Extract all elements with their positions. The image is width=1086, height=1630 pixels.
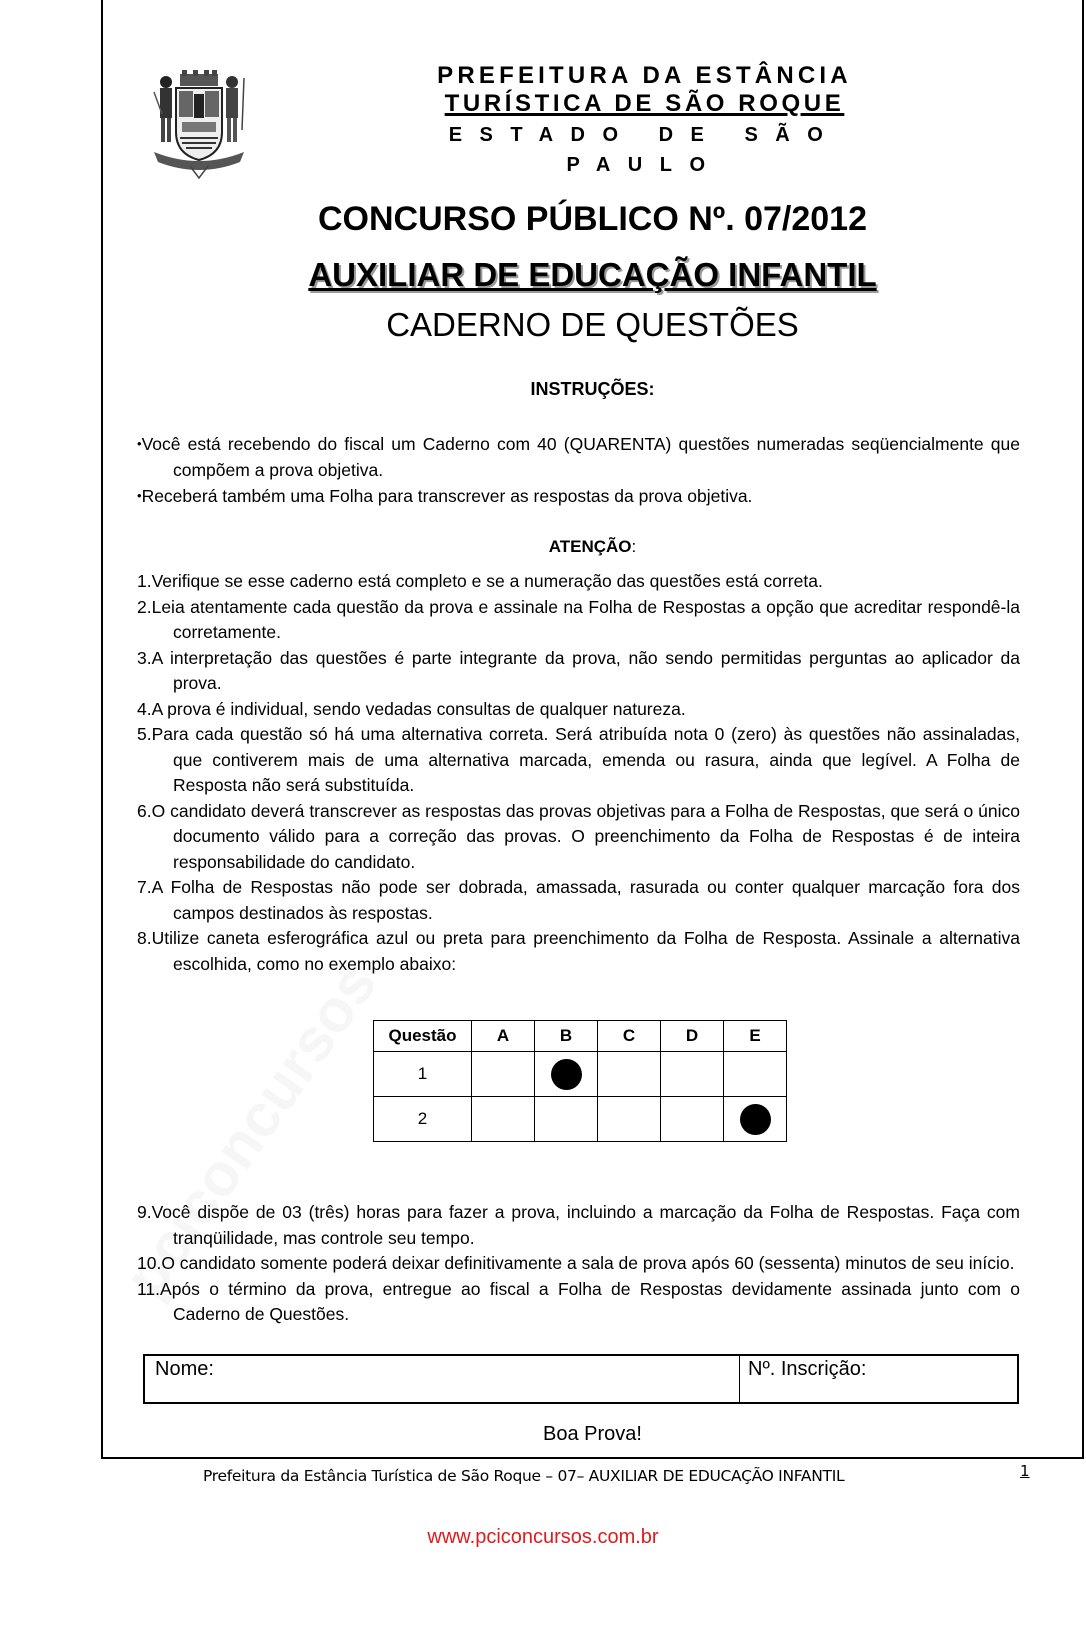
header-cell-d: D bbox=[661, 1021, 724, 1052]
attention-heading-label: ATENÇÃO bbox=[548, 537, 632, 556]
option-cell bbox=[661, 1052, 724, 1097]
institution-name-line1: PREFEITURA DA ESTÂNCIA bbox=[437, 62, 852, 89]
option-cell bbox=[724, 1052, 787, 1097]
question-number: 1 bbox=[374, 1052, 472, 1097]
candidate-id-box bbox=[143, 1354, 1019, 1404]
instruction-text: Você está recebendo do fiscal um Caderno com 40 (QUARENTA) questões numeradas seqüencialmente que compõem a prova objetiva. bbox=[141, 434, 1020, 480]
attention-item: 5.Para cada questão só há uma alternativa correta. Será atribuída nota 0 (zero) às questões não assinaladas, que contiverem mais de uma alternativa marcada, emenda ou rasura, ainda que legível. A Folha de Resposta não será substituída. bbox=[137, 724, 1020, 795]
table-row bbox=[374, 1097, 787, 1142]
position-title: AUXILIAR DE EDUCAÇÃO INFANTIL bbox=[308, 256, 877, 293]
instructions-heading-label: INSTRUÇÕES bbox=[530, 379, 649, 399]
attention-item: 6.O candidato deverá transcrever as respostas das provas objetivas para a Folha de Respostas, que será o único documento válido para a correção das provas. O preenchimento da Folha de Respostas é de inteira responsabilidade do candidato. bbox=[137, 800, 1020, 872]
answer-example-table bbox=[373, 1020, 787, 1142]
option-cell bbox=[598, 1097, 661, 1142]
source-url-link[interactable]: www.pciconcursos.com.br bbox=[427, 1526, 659, 1548]
attention-item: 7.A Folha de Respostas não pode ser dobrada, amassada, rasurada ou conter qualquer marcação fora dos campos destinados às respostas. bbox=[137, 877, 1020, 923]
filled-answer-mark-icon bbox=[551, 1059, 582, 1090]
header-cell-b: B bbox=[535, 1021, 598, 1052]
attention-heading bbox=[101, 537, 1084, 557]
header-cell-e: E bbox=[724, 1021, 787, 1052]
heading-colon: : bbox=[631, 537, 637, 556]
option-cell bbox=[661, 1097, 724, 1142]
name-label: Nome: bbox=[155, 1358, 214, 1380]
attention-list-a bbox=[137, 569, 1020, 977]
instructions-heading bbox=[101, 379, 1084, 400]
attention-item: 9.Você dispõe de 03 (três) horas para fazer a prova, incluindo a marcação da Folha de Respostas. Faça com tranqüilidade, mas controle seu tempo. bbox=[137, 1202, 1020, 1248]
heading-colon: : bbox=[648, 379, 655, 399]
state-name: ESTADO DE SÃO PAULO bbox=[448, 124, 841, 176]
instructions-list bbox=[137, 431, 1020, 510]
header-cell-a: A bbox=[472, 1021, 535, 1052]
option-cell bbox=[472, 1097, 535, 1142]
attention-item: 10.O candidato somente poderá deixar definitivamente a sala de prova após 60 (sessenta) minutos de seu início. bbox=[137, 1253, 1015, 1273]
name-field[interactable] bbox=[145, 1356, 740, 1402]
attention-item: 3.A interpretação das questões é parte integrante da prova, não sendo permitidas perguntas ao aplicador da prova. bbox=[137, 647, 1020, 693]
option-cell bbox=[598, 1052, 661, 1097]
attention-item: 11.Após o término da prova, entregue ao fiscal a Folha de Respostas devidamente assinada junto com o Caderno de Questões. bbox=[137, 1278, 1020, 1324]
option-cell bbox=[472, 1052, 535, 1097]
instruction-text: Receberá também uma Folha para transcrever as respostas da prova objetiva. bbox=[141, 486, 753, 506]
option-cell bbox=[724, 1097, 787, 1142]
page-number: 1 bbox=[1020, 1462, 1030, 1480]
header-cell-question: Questão bbox=[374, 1021, 472, 1052]
filled-answer-mark-icon bbox=[740, 1104, 771, 1135]
contest-title: CONCURSO PÚBLICO Nº. 07/2012 bbox=[318, 200, 867, 238]
page-footer: Prefeitura da Estância Turística de São Roque – 07– AUXILIAR DE EDUCAÇÃO INFANTIL bbox=[203, 1467, 845, 1485]
booklet-title: CADERNO DE QUESTÕES bbox=[386, 306, 799, 343]
attention-list-b bbox=[137, 1200, 1020, 1328]
closing-message: Boa Prova! bbox=[543, 1423, 642, 1445]
option-cell bbox=[535, 1052, 598, 1097]
coat-of-arms-icon bbox=[148, 70, 250, 180]
instruction-bullet bbox=[137, 483, 1020, 510]
attention-item: 4.A prova é individual, sendo vedadas consultas de qualquer natureza. bbox=[137, 698, 686, 719]
option-cell bbox=[535, 1097, 598, 1142]
attention-item: 8.Utilize caneta esferográfica azul ou preta para preenchimento da Folha de Resposta. Assinale a alternativa escolhida, como no exemplo abaixo: bbox=[137, 928, 1020, 974]
bullet-icon: • bbox=[137, 488, 142, 503]
institution-name-line2: TURÍSTICA DE SÃO ROQUE bbox=[444, 90, 845, 117]
attention-item: 1.Verifique se esse caderno está completo e se a numeração das questões está correta. bbox=[137, 571, 823, 591]
registration-field[interactable] bbox=[740, 1356, 1017, 1402]
table-header-row bbox=[374, 1021, 787, 1052]
institution-header bbox=[372, 62, 917, 180]
registration-label: Nº. Inscrição: bbox=[748, 1358, 867, 1380]
question-number: 2 bbox=[374, 1097, 472, 1142]
instruction-bullet bbox=[137, 431, 1020, 483]
attention-item: 2.Leia atentamente cada questão da prova e assinale na Folha de Respostas a opção que acreditar respondê-la corretamente. bbox=[137, 596, 1020, 642]
table-row bbox=[374, 1052, 787, 1097]
bullet-icon: • bbox=[137, 436, 142, 451]
header-cell-c: C bbox=[598, 1021, 661, 1052]
